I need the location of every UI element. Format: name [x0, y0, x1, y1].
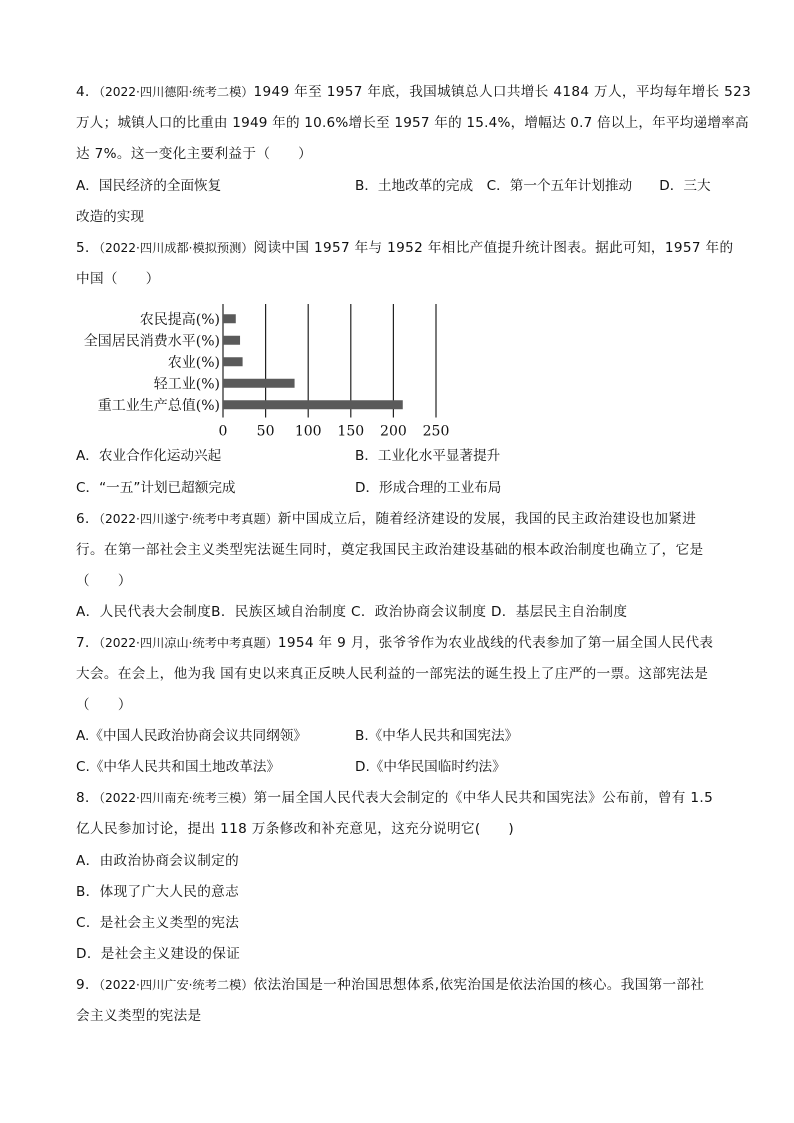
q7-option-d: D.《中华民国临时约法》: [355, 759, 506, 775]
q5-source: （2022·四川成都·模拟预测）: [98, 241, 254, 255]
x-tick-label: 200: [380, 423, 407, 438]
q5-option-b: B．工业化水平显著提升: [355, 448, 501, 464]
q7-line1: [76, 634, 713, 652]
bar: [223, 400, 403, 409]
q4-option-a: A．国民经济的全面恢复: [76, 178, 222, 194]
bar: [223, 314, 236, 323]
q4-option-bcd: B．土地改革的完成 C．第一个五年计划推动 D．三大: [355, 178, 711, 194]
q8-option-a: A．由政治协商会议制定的: [76, 853, 240, 869]
x-tick-label: 0: [218, 423, 228, 438]
q5-stem-1: 阅读中国 1957 年与 1952 年相比产值提升统计图表。据此可知，1957 年的: [253, 240, 734, 256]
q5-line1: [76, 239, 733, 257]
x-tick-label: 100: [294, 423, 322, 438]
q7-stem-2: 大会。在会上，他为我 国有史以来真正反映人民利益的一部宪法的诞生投上了庄严的一票。这部宪法是: [76, 666, 709, 682]
q9-line1: [76, 976, 704, 994]
chart-x-ticks: [219, 424, 450, 439]
x-tick-label: 50: [256, 423, 275, 438]
bar: [223, 336, 240, 345]
q8-stem-1: 第一届全国人民代表大会制定的《中华人民共和国宪法》公布前，曾有 1.5: [253, 790, 714, 806]
q7-option-c: C.《中华人民共和国土地改革法》: [76, 759, 281, 775]
q5-option-c: C．“一五”计划已超额完成: [76, 480, 236, 496]
q8-stem-2: 亿人民参加讨论，提出 118 万条修改和补充意见，这充分说明它( ): [76, 821, 515, 837]
q8-option-b: B．体现了广大人民的意志: [76, 884, 240, 900]
q4-stem-2: 万人；城镇人口的比重由 1949 年的 10.6%增长至 1957 年的 15.4%，增幅达 0.7 倍以上，年平均递增率高: [76, 115, 749, 131]
chart-bars: [223, 314, 403, 409]
q4-source: （2022·四川德阳·统考二模）: [98, 85, 254, 99]
q6-stem-2: 行。在第一部社会主义类型宪法诞生同时，奠定我国民主政治建设基础的根本政治制度也确立了，它是: [76, 542, 704, 558]
category-label: 全国居民消费水平(%): [83, 333, 220, 350]
q8-source: （2022·四川南充·统考三模）: [98, 791, 254, 805]
q5-option-d: D．形成合理的工业布局: [355, 480, 502, 496]
q6-source: （2022·四川遂宁·统考中考真题）: [98, 512, 278, 526]
q6-stem-1: 新中国成立后，随着经济建设的发展，我国的民主政治建设也加紧进: [277, 511, 697, 527]
bar: [223, 379, 295, 388]
category-label: 农民提高(%): [139, 311, 220, 328]
x-tick-label: 250: [422, 423, 450, 438]
q8-number: 8．: [76, 790, 99, 806]
category-label: 轻工业(%): [153, 376, 220, 393]
category-label: 重工业生产总值(%): [97, 397, 220, 414]
q6-number: 6．: [76, 511, 99, 527]
q9-stem-1: 依法治国是一种治国思想体系,依宪治国是依法治国的核心。我国第一部社: [253, 977, 705, 993]
q4-stem-1: 1949 年至 1957 年底，我国城镇总人口共增长 4184 万人，平均每年增长 523: [253, 84, 752, 100]
q5-stem-2: 中国（ ）: [76, 271, 160, 287]
q6-line1: [76, 510, 696, 528]
q7-stem-1: 1954 年 9 月，张爷爷作为农业战线的代表参加了第一届全国人民代表: [277, 635, 714, 651]
q9-stem-2: 会主义类型的宪法是: [76, 1008, 202, 1024]
q5-bar-chart: [76, 298, 476, 438]
q9-number: 9．: [76, 977, 99, 993]
q8-line1: [76, 789, 713, 807]
q4-number: 4．: [76, 84, 99, 100]
x-tick-label: 150: [337, 423, 365, 438]
bar: [223, 357, 243, 366]
q7-option-b: B.《中华人民共和国宪法》: [355, 728, 519, 744]
q5-number: 5．: [76, 240, 99, 256]
q7-stem-3: （ ）: [76, 697, 132, 713]
q4-line1: [76, 83, 751, 101]
q9-source: （2022·四川广安·统考二模）: [98, 978, 254, 992]
q7-source: （2022·四川凉山·统考中考真题）: [98, 636, 278, 650]
category-label: 农业(%): [167, 354, 220, 371]
q6-stem-3: （ ）: [76, 573, 132, 589]
q7-option-a: A.《中国人民政治协商会议共同纲领》: [76, 728, 307, 744]
q4-option-d-cont: 改造的实现: [76, 209, 144, 225]
q8-option-d: D．是社会主义建设的保证: [76, 946, 241, 962]
q4-stem-3: 达 7%。这一变化主要利益于（ ）: [76, 146, 313, 162]
chart-category-labels: [84, 311, 220, 414]
q5-option-a: A．农业合作化运动兴起: [76, 448, 222, 464]
q6-options: A．人民代表大会制度B．民族区域自治制度 C．政治协商会议制度 D．基层民主自治制度: [76, 604, 628, 620]
q8-option-c: C．是社会主义类型的宪法: [76, 915, 240, 931]
q7-number: 7．: [76, 635, 99, 651]
